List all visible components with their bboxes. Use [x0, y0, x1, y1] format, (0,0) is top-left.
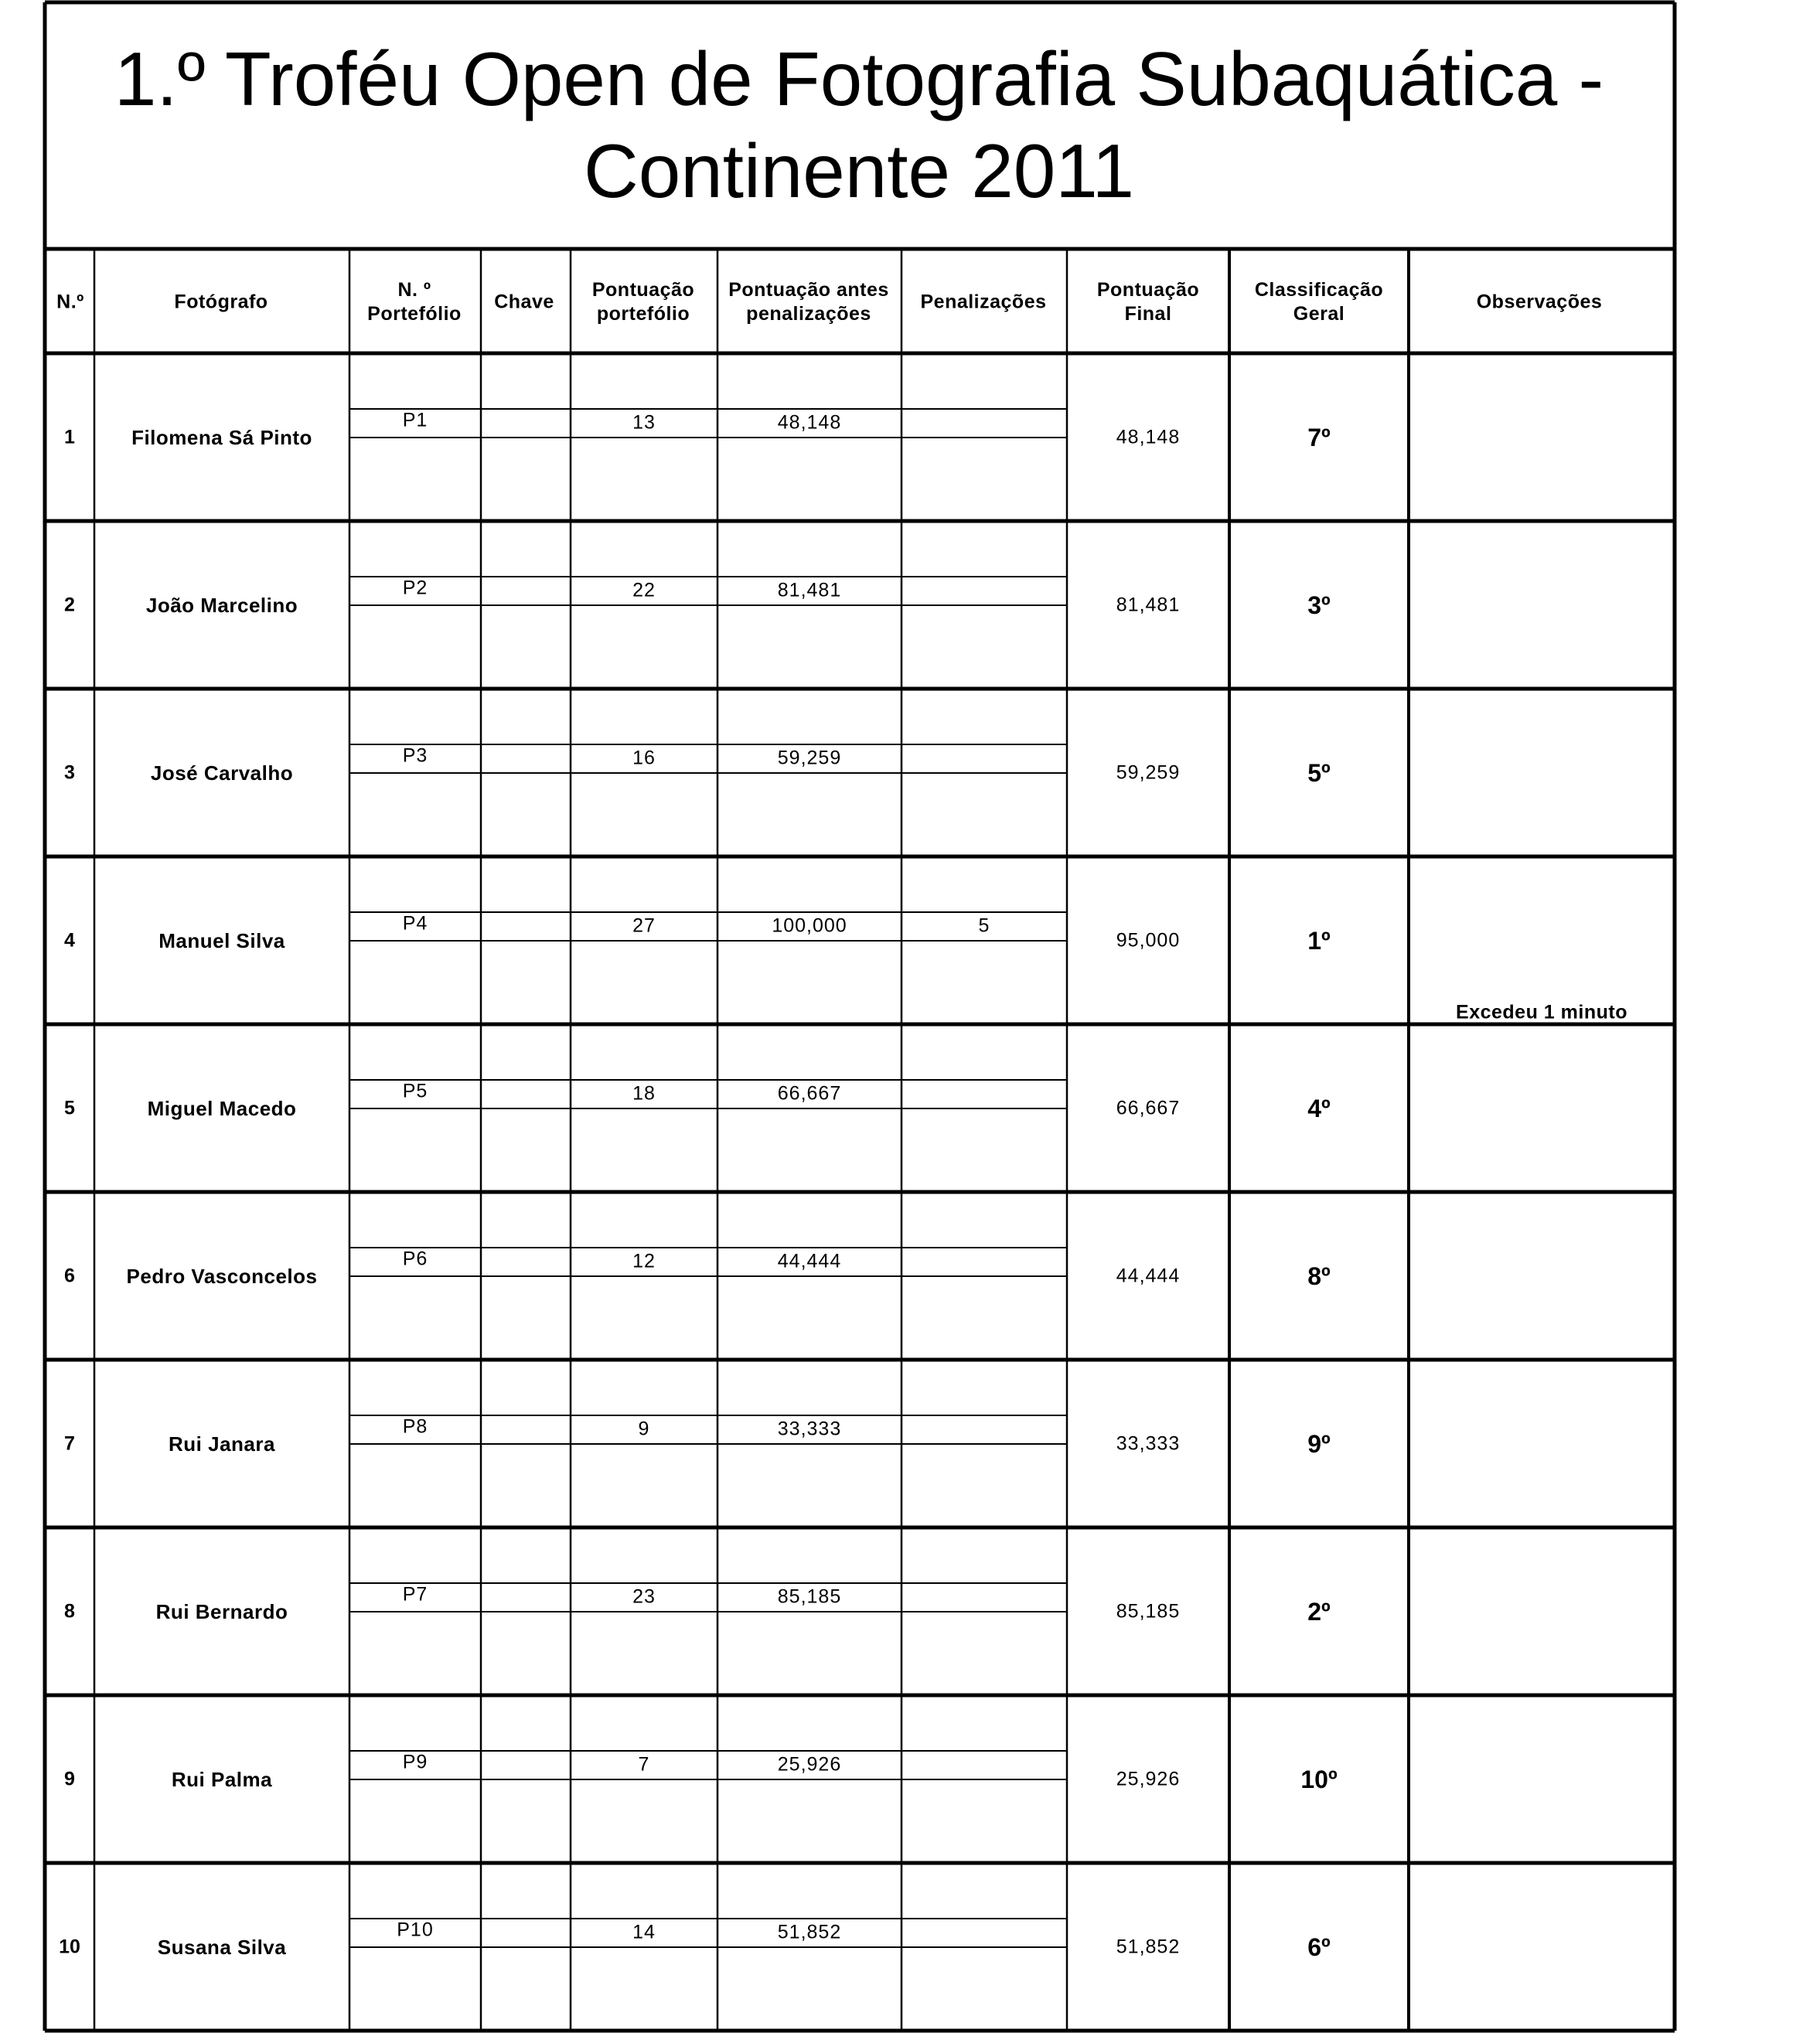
- photographer-name: Manuel Silva: [158, 928, 285, 952]
- portfolio-number: P2: [402, 577, 428, 599]
- page-title-line-1: 1.º Troféu Open de Fotografia Subaquática -: [114, 36, 1604, 122]
- portfolio-score: 14: [632, 1921, 656, 1943]
- portfolio-score: 13: [632, 411, 656, 434]
- final-score: 44,444: [1116, 1264, 1181, 1286]
- header-pont-portefolio-line-1: Pontuação: [591, 278, 695, 301]
- photographer-name: João Marcelino: [145, 593, 298, 617]
- photographer-name: Filomena Sá Pinto: [131, 425, 312, 449]
- header-pont-final-line-2: Final: [1124, 303, 1172, 325]
- score-before-penalties: 85,185: [777, 1585, 842, 1608]
- portfolio-score: 16: [632, 747, 656, 769]
- final-score: 48,148: [1116, 425, 1181, 448]
- general-ranking: 1º: [1307, 926, 1331, 955]
- score-before-penalties: 25,926: [777, 1753, 842, 1776]
- photographer-name: Susana Silva: [157, 1935, 287, 1959]
- score-before-penalties: 33,333: [777, 1418, 842, 1440]
- header-pont-portefolio-line-2: portefólio: [596, 303, 690, 325]
- portfolio-number: P10: [397, 1919, 434, 1941]
- general-ranking: 8º: [1307, 1262, 1331, 1290]
- header-pont-portefolio: [592, 278, 694, 327]
- header-classificacao: [1255, 278, 1383, 327]
- header-portefolio-line-1: N. º: [397, 278, 431, 301]
- portfolio-number: P6: [402, 1248, 428, 1270]
- score-before-penalties: 48,148: [777, 411, 842, 434]
- photographer-name: Miguel Macedo: [147, 1096, 297, 1120]
- observations-text: Excedeu 1 minuto: [1456, 1001, 1627, 1023]
- general-ranking: 5º: [1307, 758, 1331, 787]
- row-number: 9: [64, 1767, 75, 1790]
- score-before-penalties: 81,481: [777, 579, 842, 601]
- portfolio-number: P1: [402, 409, 428, 431]
- portfolio-score: 23: [632, 1585, 656, 1608]
- portfolio-score: 12: [632, 1250, 656, 1272]
- portfolio-number: P5: [402, 1080, 428, 1102]
- portfolio-score: 9: [638, 1418, 650, 1440]
- portfolio-number: P8: [402, 1415, 428, 1438]
- final-score: 85,185: [1116, 1599, 1181, 1622]
- header-chave: Chave: [494, 291, 554, 313]
- row-number: 10: [59, 1935, 80, 1957]
- final-score: 81,481: [1116, 593, 1181, 615]
- header-classificacao-line-2: Geral: [1293, 303, 1345, 325]
- portfolio-number: P9: [402, 1751, 428, 1773]
- header-fotografo: Fotógrafo: [174, 291, 268, 313]
- header-penalizacoes: Penalizações: [920, 291, 1047, 313]
- header-classificacao-line-1: Classificação: [1254, 278, 1384, 301]
- photographer-name: Pedro Vasconcelos: [126, 1264, 318, 1288]
- portfolio-score: 27: [632, 914, 656, 937]
- header-observacoes: Observações: [1476, 291, 1603, 313]
- portfolio-score: 18: [632, 1082, 656, 1105]
- portfolio-score: 7: [638, 1753, 650, 1776]
- portfolio-score: 22: [632, 579, 656, 601]
- general-ranking: 3º: [1307, 591, 1331, 619]
- general-ranking: 7º: [1307, 423, 1331, 451]
- score-before-penalties: 44,444: [777, 1250, 842, 1272]
- row-number: 3: [64, 761, 75, 783]
- photographer-name: Rui Palma: [171, 1767, 273, 1791]
- header-pont-antes-line-2: penalizações: [746, 303, 871, 325]
- final-score: 51,852: [1116, 1935, 1181, 1957]
- portfolio-number: P7: [402, 1583, 428, 1606]
- final-score: 25,926: [1116, 1767, 1181, 1790]
- row-number: 7: [64, 1432, 75, 1454]
- row-number: 4: [64, 928, 75, 951]
- portfolio-number: P4: [402, 912, 428, 935]
- general-ranking: 2º: [1307, 1597, 1331, 1626]
- row-number: 8: [64, 1599, 75, 1622]
- score-before-penalties: 51,852: [777, 1921, 842, 1943]
- header-portefolio-line-2: Portefólio: [367, 303, 462, 325]
- row-number: 5: [64, 1096, 75, 1119]
- photographer-name: Rui Janara: [169, 1432, 275, 1456]
- photographer-name: José Carvalho: [150, 761, 294, 785]
- header-pont-final-line-1: Pontuação: [1096, 278, 1200, 301]
- row-number: 2: [64, 593, 75, 615]
- general-ranking: 6º: [1307, 1933, 1331, 1961]
- page-title-line-2: Continente 2011: [584, 128, 1134, 214]
- portfolio-number: P3: [402, 744, 428, 767]
- general-ranking: 10º: [1300, 1765, 1338, 1793]
- penalties-value: 5: [978, 914, 990, 937]
- row-number: 6: [64, 1264, 75, 1286]
- header-pont-final: [1097, 278, 1199, 327]
- final-score: 66,667: [1116, 1096, 1181, 1119]
- final-score: 33,333: [1116, 1432, 1181, 1454]
- general-ranking: 4º: [1307, 1094, 1331, 1122]
- header-num: N.º: [56, 291, 84, 313]
- general-ranking: 9º: [1307, 1429, 1331, 1458]
- row-number: 1: [64, 425, 75, 448]
- score-before-penalties: 59,259: [777, 747, 842, 769]
- header-pont-antes: [728, 278, 889, 327]
- score-before-penalties: 100,000: [772, 914, 847, 937]
- header-portefolio: [367, 278, 462, 327]
- final-score: 59,259: [1116, 761, 1181, 783]
- score-before-penalties: 66,667: [777, 1082, 842, 1105]
- final-score: 95,000: [1116, 928, 1181, 951]
- header-pont-antes-line-1: Pontuação antes: [728, 278, 889, 301]
- photographer-name: Rui Bernardo: [155, 1599, 288, 1623]
